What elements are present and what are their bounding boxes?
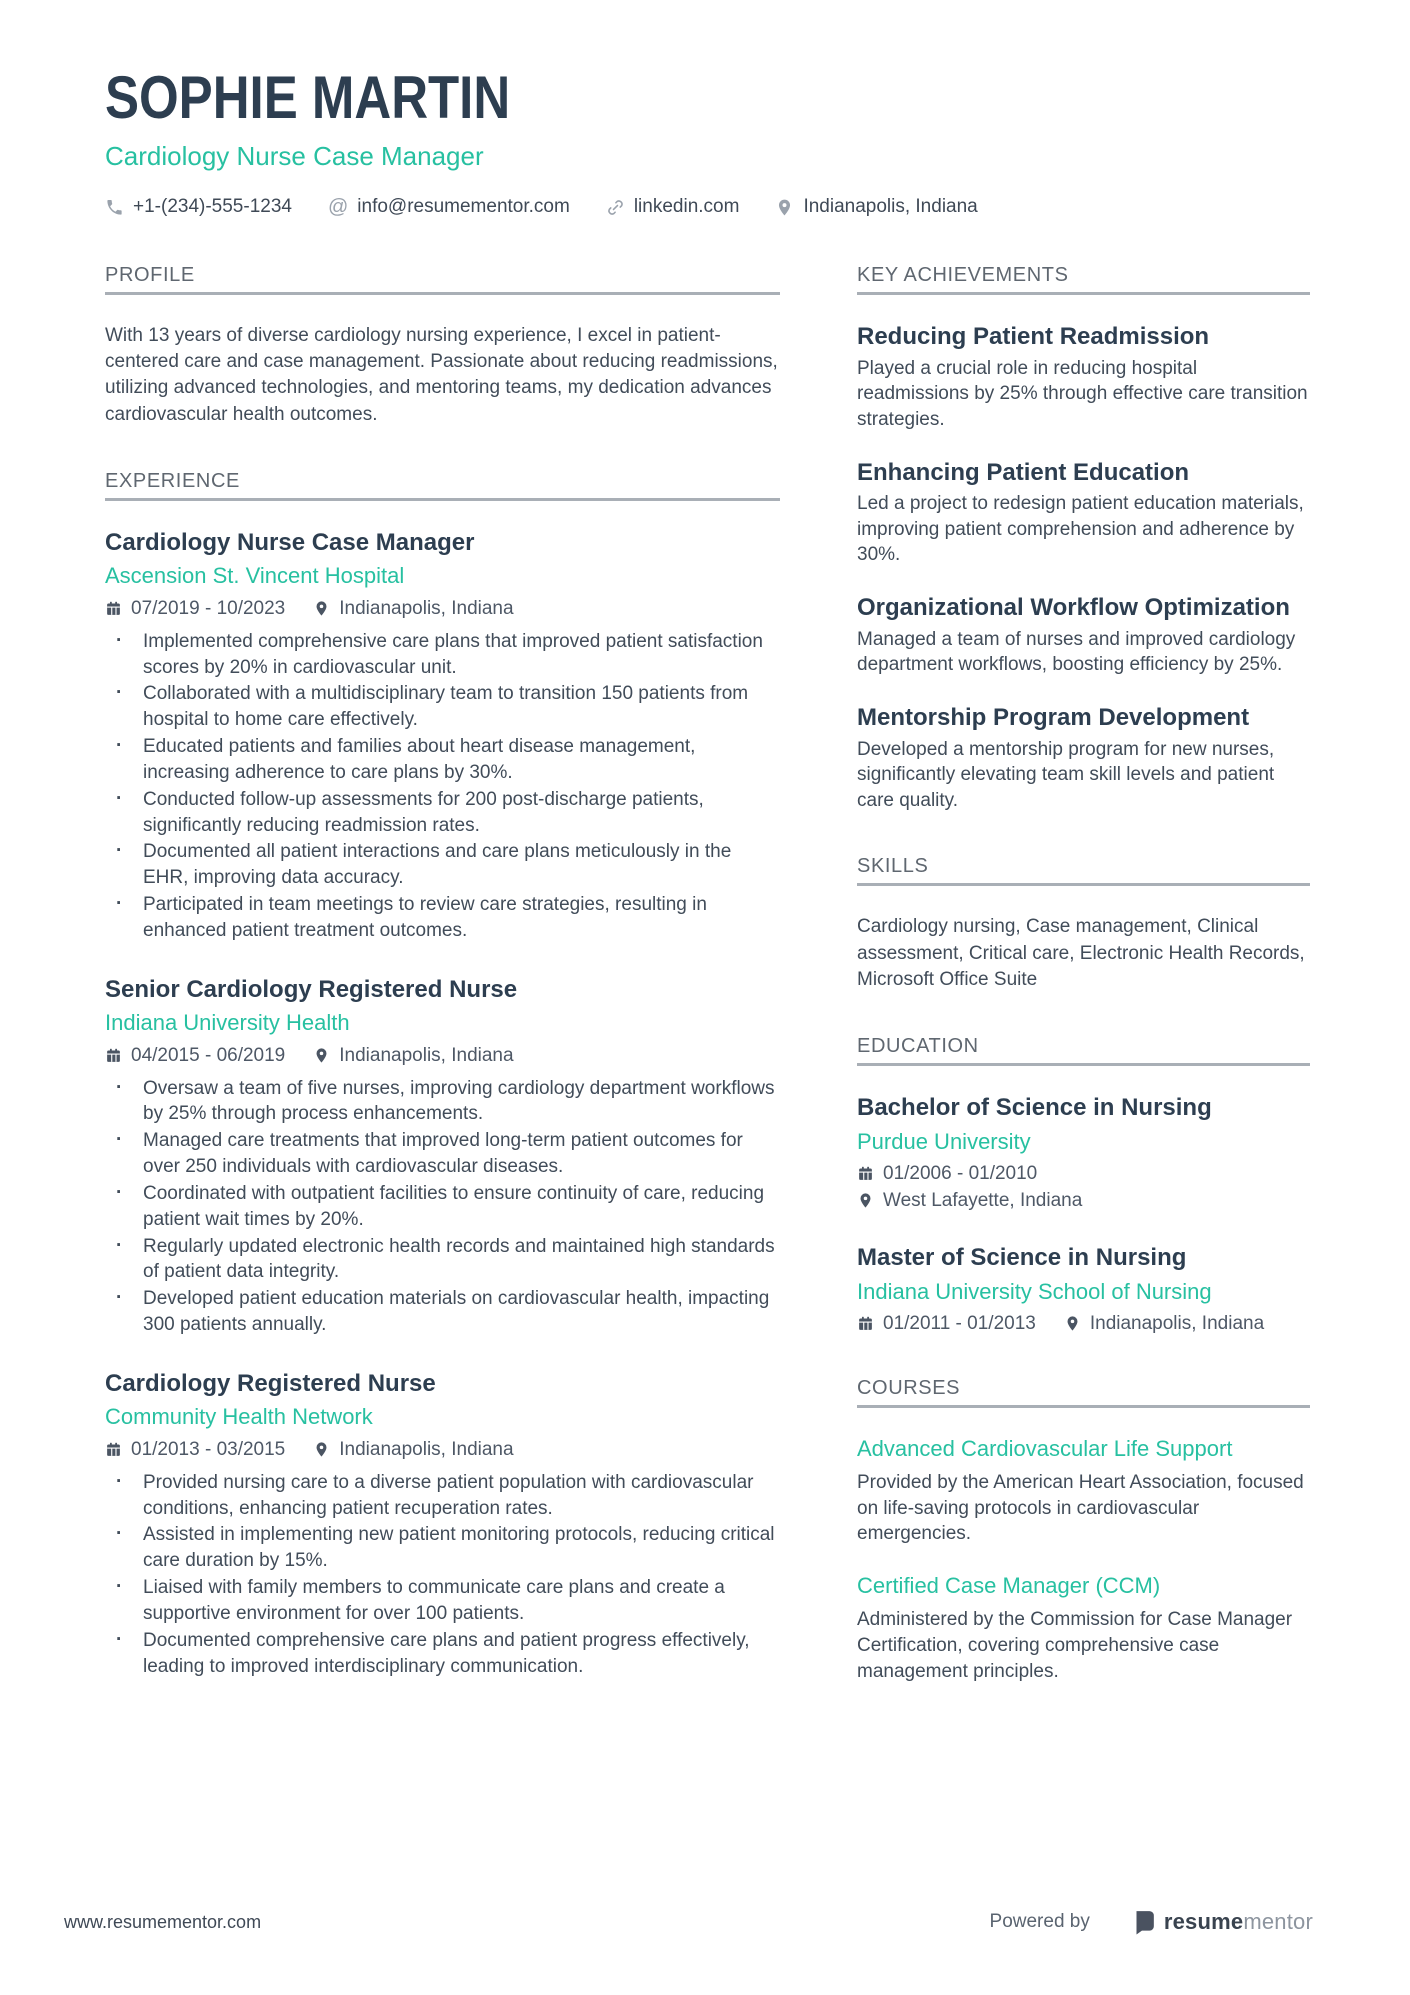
achievement-text: Developed a mentorship program for new nurses, significantly elevating team skill levels and patient care quality. <box>857 738 1275 811</box>
course-entry <box>857 1573 1310 1684</box>
resumementor-logo-icon <box>1130 1909 1156 1935</box>
contact-location-text: Indianapolis, Indiana <box>803 196 978 217</box>
job-title: Cardiology Nurse Case Manager <box>105 528 475 556</box>
job-title: Senior Cardiology Registered Nurse <box>105 975 518 1003</box>
phone-icon <box>105 198 124 217</box>
degree-location-text: Indianapolis, Indiana <box>1089 1312 1265 1334</box>
degree-dates-text: 01/2006 - 01/2010 <box>883 1162 1038 1184</box>
logo-text-light: mentor <box>1243 1909 1313 1934</box>
contact-email[interactable] <box>328 196 570 218</box>
bullet-item: · Assisted in implementing new patient monitoring protocols, reducing critical care duration by 15%. <box>105 1522 780 1574</box>
bullet-item: · Implemented comprehensive care plans that improved patient satisfaction scores by 20% in cardiovascular unit. <box>105 629 780 681</box>
job-dates-text: 07/2019 - 10/2023 <box>131 597 286 619</box>
job-entry <box>105 529 780 944</box>
degree-title: Master of Science in Nursing <box>857 1243 1187 1271</box>
footer-branding <box>990 1909 1313 1935</box>
achievement-title: Reducing Patient Readmission <box>857 323 1210 350</box>
location-pin-icon <box>313 600 330 617</box>
profile-heading: PROFILE <box>105 264 780 295</box>
bullet-item: · Collaborated with a multidisciplinary team to transition 150 patients from hospital to home care effectively. <box>105 681 780 733</box>
calendar-icon <box>105 1441 122 1458</box>
degree-location-text: West Lafayette, Indiana <box>883 1189 1083 1211</box>
key-achievements-section <box>857 264 1310 813</box>
education-section <box>857 1035 1310 1335</box>
degree-dates <box>857 1313 1036 1335</box>
bullet-item: · Participated in team meetings to review care strategies, resulting in enhanced patient treatment outcomes. <box>105 892 780 944</box>
course-text: Provided by the American Heart Association, focused on life-saving protocols in cardiovascular emergencies. <box>857 1472 1304 1545</box>
achievement-title: Organizational Workflow Optimization <box>857 594 1290 622</box>
degree-location <box>857 1190 1310 1212</box>
achievement-text: Managed a team of nurses and improved cardiology department workflows, boosting efficiency by 25%. <box>857 628 1296 676</box>
contact-phone[interactable] <box>105 196 292 218</box>
powered-by-label: Powered by <box>989 1911 1090 1932</box>
course-title: Advanced Cardiovascular Life Support <box>857 1435 1233 1461</box>
job-location <box>313 1439 513 1461</box>
bullet-item: · Developed patient education materials on cardiovascular health, impacting 300 patients annually. <box>105 1286 780 1338</box>
location-pin-icon <box>313 1441 330 1458</box>
job-location-text: Indianapolis, Indiana <box>339 1044 514 1066</box>
achievement-item <box>857 323 1310 433</box>
degree-meta <box>857 1313 1310 1335</box>
bullet-item: · Documented comprehensive care plans and patient progress effectively, leading to improved interdisciplinary communication. <box>105 1628 780 1680</box>
bullet-item: · Coordinated with outpatient facilities to ensure continuity of care, reducing patient wait times by 20%. <box>105 1181 780 1233</box>
job-company: Community Health Network <box>105 1404 373 1430</box>
calendar-icon <box>105 600 122 617</box>
experience-section <box>105 470 780 1680</box>
calendar-icon <box>857 1165 874 1182</box>
bullet-item: · Managed care treatments that improved long-term patient outcomes for over 250 individuals with cardiovascular diseases. <box>105 1128 780 1180</box>
contact-email-text: info@resumementor.com <box>357 196 570 217</box>
at-icon: @ <box>327 196 349 218</box>
degree-entry <box>857 1244 1310 1335</box>
degree-location <box>1064 1313 1264 1335</box>
location-pin-icon <box>775 198 794 217</box>
job-title: Cardiology Registered Nurse <box>105 1369 436 1397</box>
content-columns <box>0 264 1410 1726</box>
profile-text: With 13 years of diverse cardiology nursing experience, I excel in patient-centered care and case management. Passionate about reducing readmissions, utilizing advanced technologies, and mentoring teams, my dedication advances cardiovascular health outcomes. <box>105 325 778 425</box>
job-meta <box>105 1439 780 1461</box>
bullet-item: · Documented all patient interactions and care plans meticulously in the EHR, improving data accuracy. <box>105 839 780 891</box>
skills-text: Cardiology nursing, Case management, Clinical assessment, Critical care, Electronic Health Records, Microsoft Office Suite <box>857 916 1305 990</box>
experience-heading: EXPERIENCE <box>105 470 780 501</box>
job-bullets <box>105 629 780 944</box>
courses-section <box>857 1377 1310 1684</box>
job-dates <box>105 1439 285 1461</box>
degree-dates <box>857 1163 1310 1185</box>
bullet-item: · Educated patients and families about heart disease management, increasing adherence to care plans by 30%. <box>105 734 780 786</box>
contact-row <box>105 196 1310 218</box>
bullet-item: · Liaised with family members to communicate care plans and create a supportive environment for over 100 patients. <box>105 1575 780 1627</box>
bullet-item: · Regularly updated electronic health records and maintained high standards of patient data integrity. <box>105 1234 780 1286</box>
job-entry <box>105 976 780 1338</box>
job-dates <box>105 598 285 620</box>
left-column <box>105 264 780 1726</box>
job-meta <box>105 598 780 620</box>
course-title: Certified Case Manager (CCM) <box>857 1573 1161 1599</box>
resumementor-logo[interactable] <box>1130 1909 1313 1935</box>
resume-header <box>0 0 1410 218</box>
achievement-text: Led a project to redesign patient education materials, improving patient comprehension and adherence by 30%. <box>857 493 1304 566</box>
degree-school: Indiana University School of Nursing <box>857 1278 1212 1304</box>
degree-entry <box>857 1094 1310 1212</box>
skills-section <box>857 855 1310 993</box>
job-bullets <box>105 1076 780 1338</box>
job-location-text: Indianapolis, Indiana <box>339 597 514 619</box>
job-company: Ascension St. Vincent Hospital <box>105 563 405 589</box>
calendar-icon <box>105 1047 122 1064</box>
job-meta <box>105 1045 780 1067</box>
location-pin-icon <box>1064 1315 1081 1332</box>
person-name: SOPHIE MARTIN <box>105 64 511 131</box>
skills-heading: SKILLS <box>857 855 1310 886</box>
degree-school: Purdue University <box>857 1128 1031 1154</box>
location-pin-icon <box>313 1047 330 1064</box>
courses-heading: COURSES <box>857 1377 1310 1408</box>
achievement-item <box>857 594 1310 678</box>
achievement-text: Played a crucial role in reducing hospital readmissions by 25% through effective care transition strategies. <box>857 357 1308 430</box>
achievement-title: Mentorship Program Development <box>857 703 1250 731</box>
location-pin-icon <box>857 1192 874 1209</box>
bullet-item: · Conducted follow-up assessments for 200 post-discharge patients, significantly reducing readmission rates. <box>105 787 780 839</box>
job-company: Indiana University Health <box>105 1010 350 1036</box>
link-icon <box>606 198 625 217</box>
contact-phone-text: +1-(234)-555-1234 <box>133 196 292 217</box>
footer-website-link[interactable]: www.resumementor.com <box>64 1911 262 1932</box>
contact-website-text: linkedin.com <box>633 196 740 217</box>
bullet-item: · Provided nursing care to a diverse patient population with cardiovascular conditions, enhancing patient recuperation rates. <box>105 1470 780 1522</box>
bullet-item: · Oversaw a team of five nurses, improving cardiology department workflows by 25% through process enhancements. <box>105 1076 780 1128</box>
job-entry <box>105 1370 780 1680</box>
key-achievements-heading: KEY ACHIEVEMENTS <box>857 264 1310 295</box>
contact-website[interactable] <box>606 196 740 218</box>
job-headline: Cardiology Nurse Case Manager <box>105 141 484 171</box>
logo-text <box>1164 1909 1313 1935</box>
job-location <box>313 1045 513 1067</box>
course-entry <box>857 1436 1310 1547</box>
right-column <box>857 264 1310 1726</box>
job-dates <box>105 1045 285 1067</box>
job-bullets <box>105 1470 780 1680</box>
contact-location <box>775 196 977 218</box>
job-location-text: Indianapolis, Indiana <box>339 1438 514 1460</box>
course-text: Administered by the Commission for Case Manager Certification, covering comprehensive case management principles. <box>857 1609 1293 1682</box>
achievement-item <box>857 459 1310 569</box>
profile-section <box>105 264 780 428</box>
job-dates-text: 01/2013 - 03/2015 <box>131 1438 286 1460</box>
degree-title: Bachelor of Science in Nursing <box>857 1094 1212 1122</box>
job-location <box>313 598 513 620</box>
achievement-item <box>857 704 1310 814</box>
achievement-title: Enhancing Patient Education <box>857 458 1190 486</box>
degree-meta <box>857 1163 1310 1212</box>
page-footer <box>64 1909 1313 1935</box>
degree-dates-text: 01/2011 - 01/2013 <box>883 1312 1036 1334</box>
education-heading: EDUCATION <box>857 1035 1310 1066</box>
calendar-icon <box>857 1315 874 1332</box>
logo-text-bold: resume <box>1163 1909 1244 1934</box>
job-dates-text: 04/2015 - 06/2019 <box>131 1044 286 1066</box>
